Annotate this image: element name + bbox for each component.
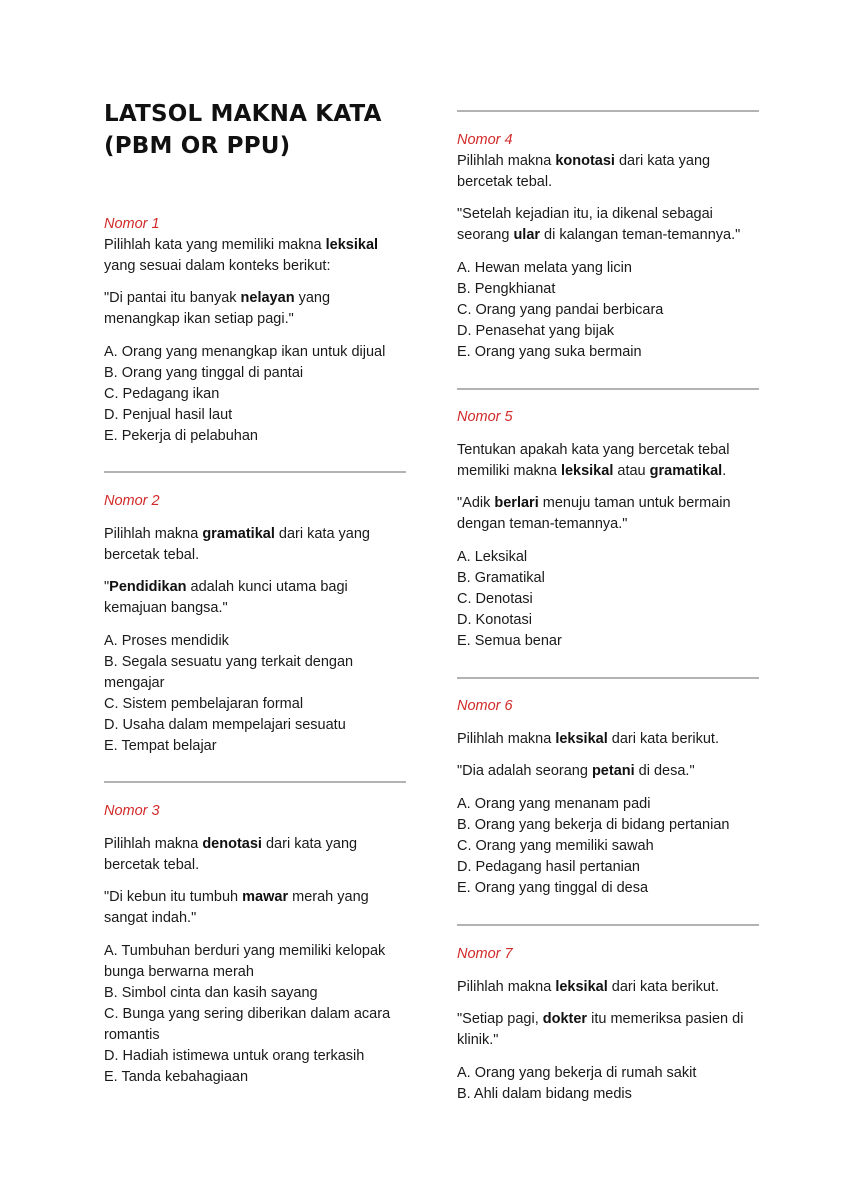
option-a: A. Hewan melata yang licin	[457, 260, 632, 276]
question-number: Nomor 1	[104, 216, 160, 232]
option-e: E. Tempat belajar	[104, 738, 217, 754]
option-b: B. Pengkhianat	[457, 281, 556, 297]
question-number: Nomor 5	[457, 409, 513, 425]
option-b: B. Gramatikal	[457, 570, 545, 586]
question-6	[457, 696, 759, 899]
keyword: konotasi	[555, 153, 615, 169]
question-number: Nomor 6	[457, 698, 513, 714]
option-e: E. Pekerja di pelabuhan	[104, 428, 258, 444]
keyword: leksikal	[555, 979, 608, 995]
question-3	[104, 801, 406, 1088]
option-d: D. Usaha dalam mempelajari sesuatu	[104, 717, 346, 733]
option-a: A. Proses mendidik	[104, 633, 229, 649]
keyword: denotasi	[202, 836, 262, 852]
answer-options	[104, 342, 406, 447]
answer-options	[104, 941, 406, 1088]
highlighted-word: mawar	[242, 889, 289, 905]
option-d: D. Pedagang hasil pertanian	[457, 859, 640, 875]
option-a: A. Orang yang bekerja di rumah sakit	[457, 1065, 697, 1081]
example-sentence: "Setelah kejadian itu, ia dikenal sebagai seorang ular di kalangan teman-temannya."	[457, 206, 741, 243]
example-sentence: "Adik berlari menuju taman untuk bermain dengan teman-temannya."	[457, 495, 731, 532]
question-prompt: Pilihlah makna gramatikal dari kata yang bercetak tebal.	[104, 526, 370, 563]
keyword: leksikal	[560, 463, 614, 479]
section-divider	[104, 781, 406, 783]
question-prompt: Pilihlah makna konotasi dari kata yang bercetak tebal.	[457, 153, 711, 190]
example-sentence: "Pendidikan adalah kunci utama bagi kemajuan bangsa."	[104, 579, 348, 616]
question-1	[104, 214, 406, 447]
example-sentence: "Di kebun itu tumbuh mawar merah yang sangat indah."	[104, 889, 369, 926]
option-b: B. Simbol cinta dan kasih sayang	[104, 985, 318, 1001]
question-2	[104, 491, 406, 757]
keyword-2: gramatikal	[649, 463, 723, 479]
section-divider	[457, 110, 759, 112]
question-prompt: Pilihlah makna denotasi dari kata yang bercetak tebal.	[104, 836, 358, 873]
option-a: A. Orang yang menanam padi	[457, 796, 651, 812]
question-prompt: Pilihlah makna leksikal dari kata berikut.	[457, 979, 719, 995]
option-e: E. Semua benar	[457, 633, 562, 649]
option-b: B. Segala sesuatu yang terkait dengan mengajar	[104, 654, 354, 691]
section-divider	[457, 924, 759, 926]
question-prompt: Tentukan apakah kata yang bercetak tebal memiliki makna leksikal atau gramatikal.	[457, 442, 730, 479]
title-line-2: (PBM OR PPU)	[104, 133, 291, 159]
answer-options	[104, 631, 406, 757]
question-5	[457, 407, 759, 652]
option-e: E. Orang yang tinggal di desa	[457, 880, 649, 896]
question-prompt: Pilihlah makna leksikal dari kata berikut.	[457, 731, 719, 747]
example-sentence: "Dia adalah seorang petani di desa."	[457, 763, 695, 779]
highlighted-word: berlari	[494, 495, 539, 511]
question-number: Nomor 7	[457, 946, 513, 962]
answer-options	[457, 547, 759, 652]
option-e: E. Orang yang suka bermain	[457, 344, 642, 360]
answer-options	[457, 794, 759, 899]
section-divider	[457, 677, 759, 679]
example-sentence: "Setiap pagi, dokter itu memeriksa pasien di klinik."	[457, 1011, 744, 1048]
highlighted-word: ular	[513, 227, 541, 243]
option-c: C. Orang yang memiliki sawah	[457, 838, 654, 854]
question-7	[457, 944, 759, 1105]
question-4	[457, 130, 759, 363]
option-a: A. Orang yang menangkap ikan untuk dijual	[104, 344, 386, 360]
document-title	[104, 98, 382, 162]
highlighted-word: Pendidikan	[109, 579, 187, 595]
option-c: C. Denotasi	[457, 591, 533, 607]
question-number: Nomor 4	[457, 132, 513, 148]
keyword: leksikal	[325, 237, 379, 253]
option-e: E. Tanda kebahagiaan	[104, 1069, 249, 1085]
section-divider	[104, 471, 406, 473]
option-b: B. Orang yang bekerja di bidang pertanian	[457, 817, 730, 833]
highlighted-word: dokter	[542, 1011, 588, 1027]
answer-options	[457, 258, 759, 363]
highlighted-word: nelayan	[240, 290, 295, 306]
highlighted-word: petani	[591, 763, 635, 779]
option-b: B. Orang yang tinggal di pantai	[104, 365, 304, 381]
question-prompt: Pilihlah kata yang memiliki makna leksikal yang sesuai dalam konteks berikut:	[104, 237, 379, 274]
option-d: D. Konotasi	[457, 612, 532, 628]
option-d: D. Hadiah istimewa untuk orang terkasih	[104, 1048, 365, 1064]
answer-options	[457, 1063, 759, 1105]
keyword: gramatikal	[202, 526, 275, 542]
title-line-1: LATSOL MAKNA KATA	[104, 101, 382, 127]
option-b: B. Ahli dalam bidang medis	[457, 1086, 632, 1102]
option-c: C. Bunga yang sering diberikan dalam acara romantis	[104, 1006, 391, 1043]
question-number: Nomor 3	[104, 803, 160, 819]
example-sentence: "Di pantai itu banyak nelayan yang menangkap ikan setiap pagi."	[104, 290, 331, 327]
option-c: C. Pedagang ikan	[104, 386, 220, 402]
option-a: A. Leksikal	[457, 549, 528, 565]
section-divider	[457, 388, 759, 390]
question-number: Nomor 2	[104, 493, 160, 509]
option-d: D. Penasehat yang bijak	[457, 323, 615, 339]
option-a: A. Tumbuhan berduri yang memiliki kelopak bunga berwarna merah	[104, 943, 386, 980]
option-d: D. Penjual hasil laut	[104, 407, 233, 423]
option-c: C. Sistem pembelajaran formal	[104, 696, 304, 712]
keyword: leksikal	[555, 731, 608, 747]
option-c: C. Orang yang pandai berbicara	[457, 302, 664, 318]
